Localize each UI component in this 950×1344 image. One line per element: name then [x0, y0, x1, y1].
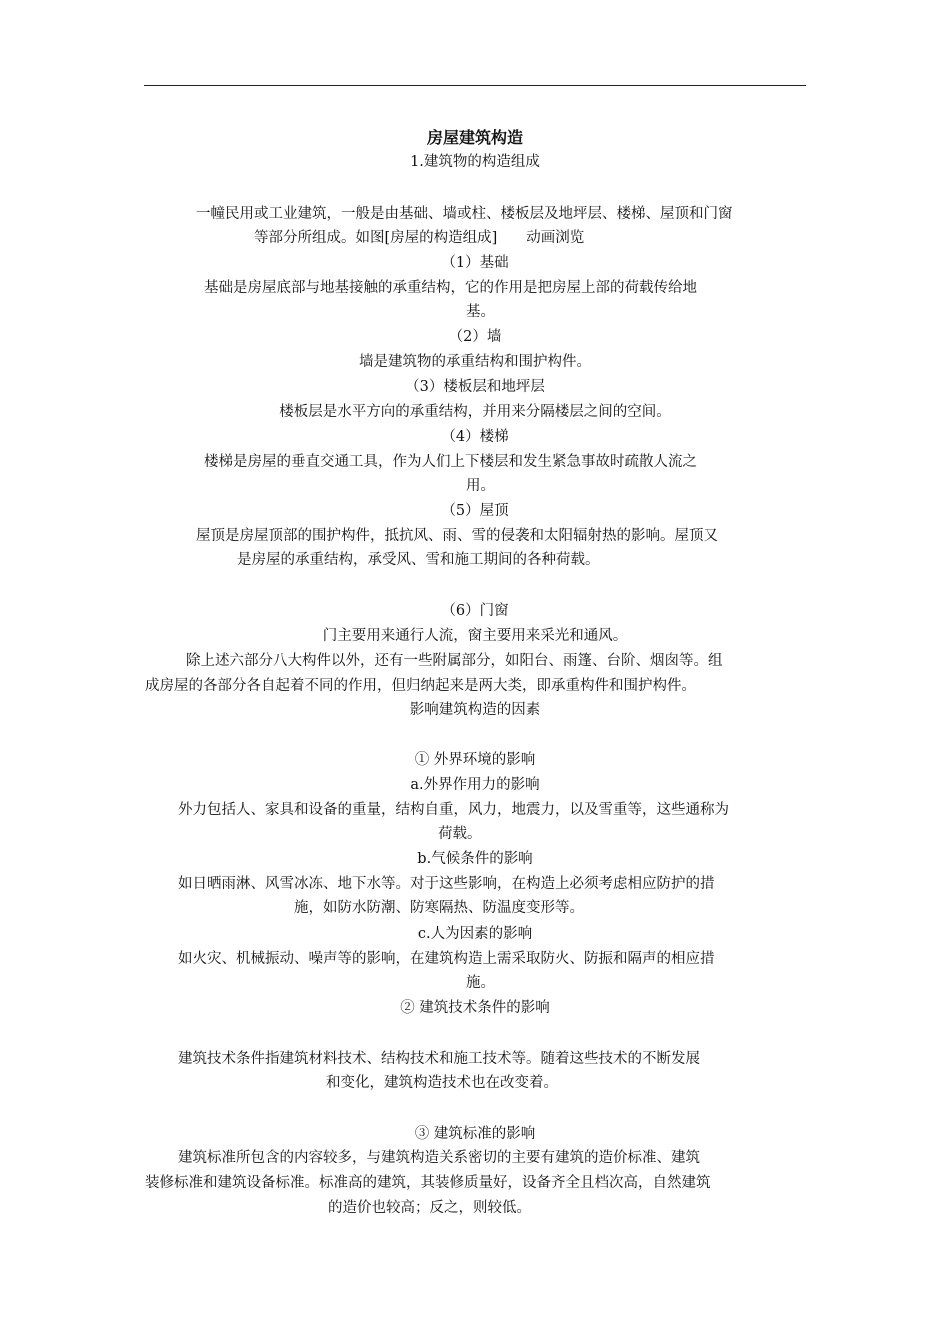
technology-text-2: 和变化，建筑构造技术也在改变着。 — [326, 1075, 558, 1091]
factors-title: 影响建筑构造的因素 — [409, 702, 541, 718]
heading-human-factors: c.人为因素的影响 — [417, 926, 533, 942]
human-factors-text-2: 施。 — [466, 975, 495, 991]
stairs-text-1: 楼梯是房屋的垂直交通工具，作为人们上下楼层和发生紧急事故时疏散人流之 — [204, 454, 697, 470]
external-force-text-1: 外力包括人、家具和设备的重量，结构自重，风力，地震力，以及雪重等，这些通称为 — [178, 802, 729, 818]
roof-text-1: 屋顶是房屋顶部的围护构件，抵抗风、雨、雪的侵袭和太阳辐射热的影响。屋顶又 — [196, 528, 718, 544]
heading-doors-windows: （6）门窗 — [441, 603, 509, 619]
climate-text-2: 施，如防水防潮、防寒隔热、防温度变形等。 — [294, 900, 584, 916]
heading-standards: ③ 建筑标准的影响 — [414, 1126, 536, 1142]
floor-text: 楼板层是水平方向的承重结构，并用来分隔楼层之间的空间。 — [279, 404, 671, 420]
standards-text-2: 装修标准和建筑设备标准。标准高的建筑，其装修质量好，设备齐全且档次高，自然建筑 — [145, 1175, 711, 1191]
standards-text-1: 建筑标准所包含的内容较多，与建筑构造关系密切的主要有建筑的造价标准、建筑 — [178, 1150, 700, 1166]
heading-floor: （3）楼板层和地坪层 — [405, 379, 545, 395]
foundation-text-1: 基础是房屋底部与地基接触的承重结构，它的作用是把房屋上部的荷载传给地 — [204, 280, 697, 296]
heading-environment: ① 外界环境的影响 — [414, 752, 536, 768]
heading-stairs: （4）楼梯 — [441, 429, 509, 445]
intro-line-1: 一幢民用或工业建筑，一般是由基础、墙或柱、楼板层及地坪层、楼梯、屋顶和门窗 — [196, 206, 733, 222]
heading-wall: （2）墙 — [448, 329, 502, 345]
heading-roof: （5）屋顶 — [441, 503, 509, 519]
heading-technology: ② 建筑技术条件的影响 — [400, 1000, 550, 1016]
header-rule — [144, 85, 806, 86]
heading-foundation: （1）基础 — [441, 255, 509, 271]
heading-external-force: a.外界作用力的影响 — [410, 777, 540, 793]
roof-text-2: 是房屋的承重结构，承受风、雪和施工期间的各种荷载。 — [237, 552, 600, 568]
wall-text: 墙是建筑物的承重结构和围护构件。 — [359, 354, 591, 370]
heading-climate: b.气候条件的影响 — [417, 851, 533, 867]
document-title: 房屋建筑构造 — [426, 128, 523, 147]
summary-line-2: 成房屋的各部分各自起着不同的作用，但归纳起来是两大类，即承重构件和围护构件。 — [145, 678, 696, 694]
section-subtitle: 1.建筑物的构造组成 — [410, 154, 540, 170]
stairs-text-2: 用。 — [466, 478, 495, 494]
summary-line-1: 除上述六部分八大构件以外，还有一些附属部分，如阳台、雨篷、台阶、烟囱等。组 — [186, 653, 723, 669]
doors-windows-text: 门主要用来通行人流，窗主要用来采光和通风。 — [322, 628, 628, 644]
external-force-text-2: 荷载。 — [438, 826, 482, 842]
technology-text-1: 建筑技术条件指建筑材料技术、结构技术和施工技术等。随着这些技术的不断发展 — [178, 1051, 700, 1067]
climate-text-1: 如日晒雨淋、风雪冰冻、地下水等。对于这些影响，在构造上必须考虑相应防护的措 — [178, 876, 715, 892]
intro-line-2: 等部分所组成。如图[房屋的构造组成] 动画浏览 — [254, 230, 585, 246]
standards-text-3: 的造价也较高；反之，则较低。 — [328, 1200, 531, 1216]
foundation-text-2: 基。 — [466, 304, 495, 320]
human-factors-text-1: 如火灾、机械振动、噪声等的影响，在建筑构造上需采取防火、防振和隔声的相应措 — [178, 951, 715, 967]
